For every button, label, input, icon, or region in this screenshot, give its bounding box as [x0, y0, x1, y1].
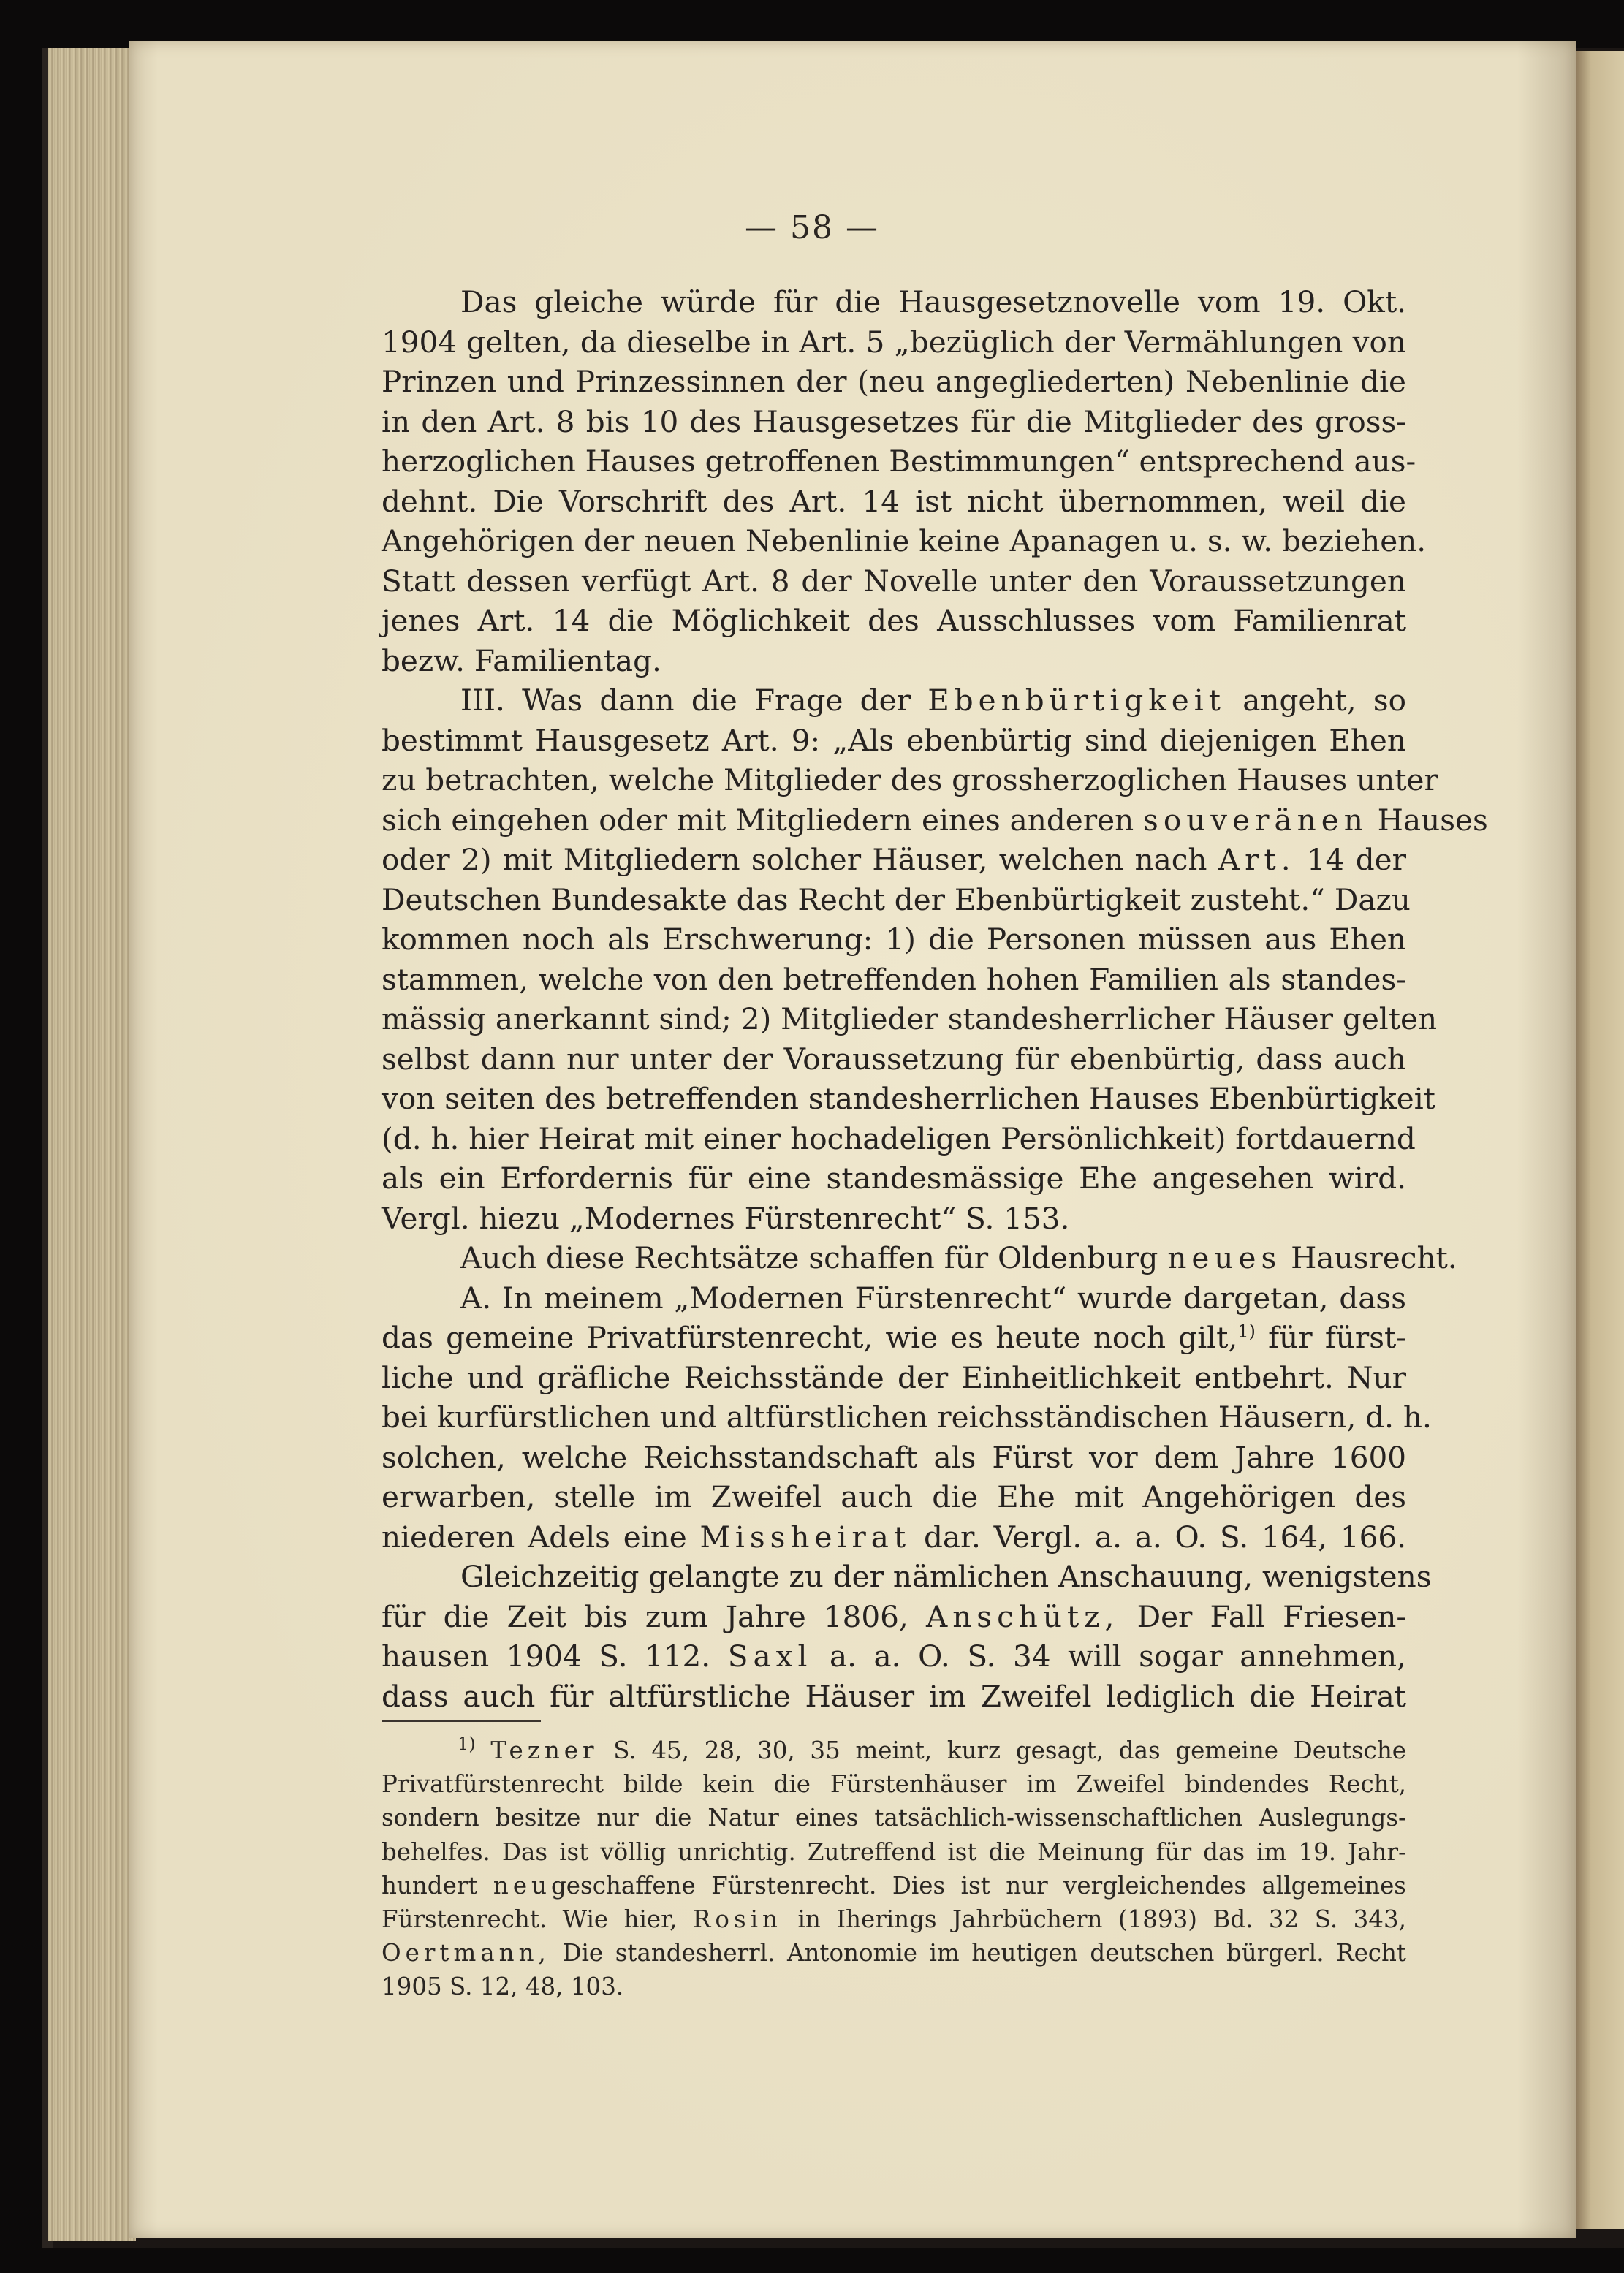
text-line: zu betrachten, welche Mitglieder des grossherzoglichen Hauses unter	[382, 762, 1438, 797]
footnote-line: Privatfürstenrecht bilde kein die Fürstenhäuser im Zweifel bindendes Recht,	[382, 1770, 1406, 1799]
spaced-emphasis: Saxl	[727, 1639, 813, 1674]
text-line	[382, 680, 1406, 721]
text-segment: III. Was dann die Frage der	[460, 683, 911, 718]
text-line: Statt dessen verfügt Art. 8 der Novelle unter den Voraussetzungen	[382, 563, 1406, 599]
text-segment: oder 2) mit Mitgliedern solcher Häuser, welchen nach	[382, 842, 1207, 877]
text-segment: niederen Adels eine	[382, 1519, 687, 1555]
text-line	[382, 1597, 1406, 1637]
text-line: von seiten des betreffenden standesherrlichen Hauses Ebenbürtigkeit	[382, 1081, 1435, 1116]
text-line: Angehörigen der neuen Nebenlinie keine Apanagen u. s. w. beziehen.	[382, 523, 1427, 558]
spaced-emphasis: Ebenbürtigkeit	[927, 683, 1226, 718]
spaced-emphasis: souveränen	[1143, 802, 1368, 838]
text-line: 1904 gelten, da dieselbe in Art. 5 „bezüglich der Vermählungen von	[382, 324, 1406, 360]
footnote-number: 1)	[458, 1734, 476, 1755]
text-line: (d. h. hier Heirat mit einer hochadeligen Persönlichkeit) fortdauernd	[382, 1120, 1416, 1156]
text-line	[382, 1517, 1406, 1557]
text-line: liche und gräfliche Reichsstände der Einheitlichkeit entbehrt. Nur	[382, 1359, 1406, 1395]
text-line: Gleichzeitig gelangte zu der nämlichen Anschauung, wenigstens	[460, 1559, 1432, 1594]
footnote-marker: 1)	[1237, 1321, 1256, 1342]
footnote-divider	[382, 1720, 541, 1722]
text-line: bestimmt Hausgesetz Art. 9: „Als ebenbürtig sind diejenigen Ehen	[382, 722, 1406, 758]
text-segment: für fürst-	[1268, 1320, 1406, 1355]
spaced-emphasis: Art.	[1218, 842, 1296, 877]
text-line: kommen noch als Erschwerung: 1) die Personen müssen aus Ehen	[382, 922, 1406, 957]
text-line: solchen, welche Reichsstandschaft als Fürst vor dem Jahre 1600	[382, 1439, 1406, 1475]
text-line: bei kurfürstlichen und altfürstlichen reichsständischen Häusern, d. h.	[382, 1400, 1432, 1435]
text-line	[382, 1238, 1457, 1278]
text-segment: Die standesherrl. Antonomie im heutigen deutschen bürgerl. Recht	[562, 1939, 1406, 1967]
text-line: mässig anerkannt sind; 2) Mitglieder standesherrlicher Häuser gelten	[382, 1001, 1438, 1036]
text-segment: dar. Vergl. a. a. O. S. 164, 166.	[923, 1519, 1407, 1555]
text-segment: a. a. O. S. 34 will sogar annehmen,	[829, 1639, 1407, 1674]
footnote-line: sondern besitze nur die Natur eines tatsächlich-wissenschaftlichen Auslegungs-	[382, 1804, 1406, 1832]
spaced-emphasis: Rosin	[692, 1905, 782, 1933]
text-segment: geschaffene Fürstenrecht. Dies ist nur vergleichendes allgemeines	[551, 1871, 1406, 1900]
spaced-emphasis: Tezner	[490, 1737, 599, 1764]
text-line: Vergl. hiezu „Modernes Fürstenrecht“ S. 153.	[382, 1200, 1070, 1236]
footnote-line	[382, 1936, 1406, 1970]
footnote-line	[382, 1869, 1406, 1902]
text-segment: hundert	[382, 1871, 478, 1900]
footnote	[382, 1734, 1406, 2004]
spaced-emphasis: neu	[493, 1871, 551, 1900]
spaced-emphasis: neues	[1167, 1240, 1282, 1275]
text-line: in den Art. 8 bis 10 des Hausgesetzes für die Mitglieder des gross-	[382, 403, 1406, 439]
text-line	[382, 800, 1488, 840]
text-line	[382, 1636, 1406, 1677]
spaced-emphasis: Anschütz,	[925, 1598, 1120, 1634]
text-segment: hausen 1904 S. 112.	[382, 1639, 711, 1674]
text-line	[382, 840, 1406, 880]
text-line: dehnt. Die Vorschrift des Art. 14 ist nicht übernommen, weil die	[382, 483, 1406, 519]
footnote-line: behelfes. Das ist völlig unrichtig. Zutreffend ist die Meinung für das im 19. Jahr-	[382, 1837, 1406, 1866]
text-line: bezw. Familientag.	[382, 642, 661, 678]
text-segment: 14 der	[1306, 842, 1407, 877]
footnote-line: 1905 S. 12, 48, 103.	[382, 1973, 624, 2001]
text-line: erwarben, stelle im Zweifel auch die Ehe mit Angehörigen des	[382, 1479, 1406, 1514]
text-line: Deutschen Bundesakte das Recht der Ebenbürtigkeit zusteht.“ Dazu	[382, 881, 1411, 917]
text-segment: das gemeine Privatfürstenrecht, wie es heute noch gilt,	[382, 1320, 1238, 1355]
text-segment: Hausrecht.	[1291, 1240, 1457, 1275]
text-line: Prinzen und Prinzessinnen der (neu angegliederten) Nebenlinie die	[382, 364, 1406, 399]
text-line	[382, 1318, 1406, 1358]
text-segment: Auch diese Rechtsätze schaffen für Oldenburg	[460, 1240, 1158, 1275]
main-text	[382, 282, 1488, 1716]
text-segment: Fürstenrecht. Wie hier,	[382, 1905, 678, 1933]
text-line: A. In meinem „Modernen Fürstenrecht“ wurde dargetan, dass	[460, 1280, 1406, 1316]
spaced-emphasis: Oertmann,	[382, 1939, 550, 1967]
text-line: herzoglichen Hauses getroffenen Bestimmungen“ entsprechend aus-	[382, 444, 1416, 479]
text-segment: für die Zeit bis zum Jahre 1806,	[382, 1598, 908, 1634]
text-line: selbst dann nur unter der Voraussetzung für ebenbürtig, dass auch	[382, 1041, 1406, 1077]
footnote-line	[382, 1734, 1406, 1767]
text-segment: Der Fall Friesen-	[1137, 1598, 1407, 1634]
text-line: jenes Art. 14 die Möglichkeit des Ausschlusses vom Familienrat	[382, 603, 1406, 638]
text-segment: sich eingehen oder mit Mitgliedern eines anderen	[382, 802, 1134, 838]
page-number: — 58 —	[745, 209, 879, 246]
text-line: Das gleiche würde für die Hausgesetznovelle vom 19. Okt.	[460, 284, 1406, 319]
page-stack-edges	[48, 48, 136, 2241]
text-line: als ein Erfordernis für eine standesmässige Ehe angesehen wird.	[382, 1161, 1406, 1196]
text-segment: Hauses	[1377, 802, 1488, 838]
text-line: dass auch für altfürstliche Häuser im Zweifel lediglich die Heirat	[382, 1678, 1406, 1714]
text-segment: S. 45, 28, 30, 35 meint, kurz gesagt, das gemeine Deutsche	[613, 1737, 1406, 1764]
text-line: stammen, welche von den betreffenden hohen Familien als standes-	[382, 961, 1406, 997]
text-segment: in Iherings Jahrbüchern (1893) Bd. 32 S. 343,	[797, 1905, 1406, 1933]
footnote-line	[382, 1902, 1406, 1936]
text-segment: angeht, so	[1242, 683, 1407, 718]
spaced-emphasis: Missheirat	[699, 1519, 911, 1555]
next-page-edge	[1576, 51, 1624, 2229]
